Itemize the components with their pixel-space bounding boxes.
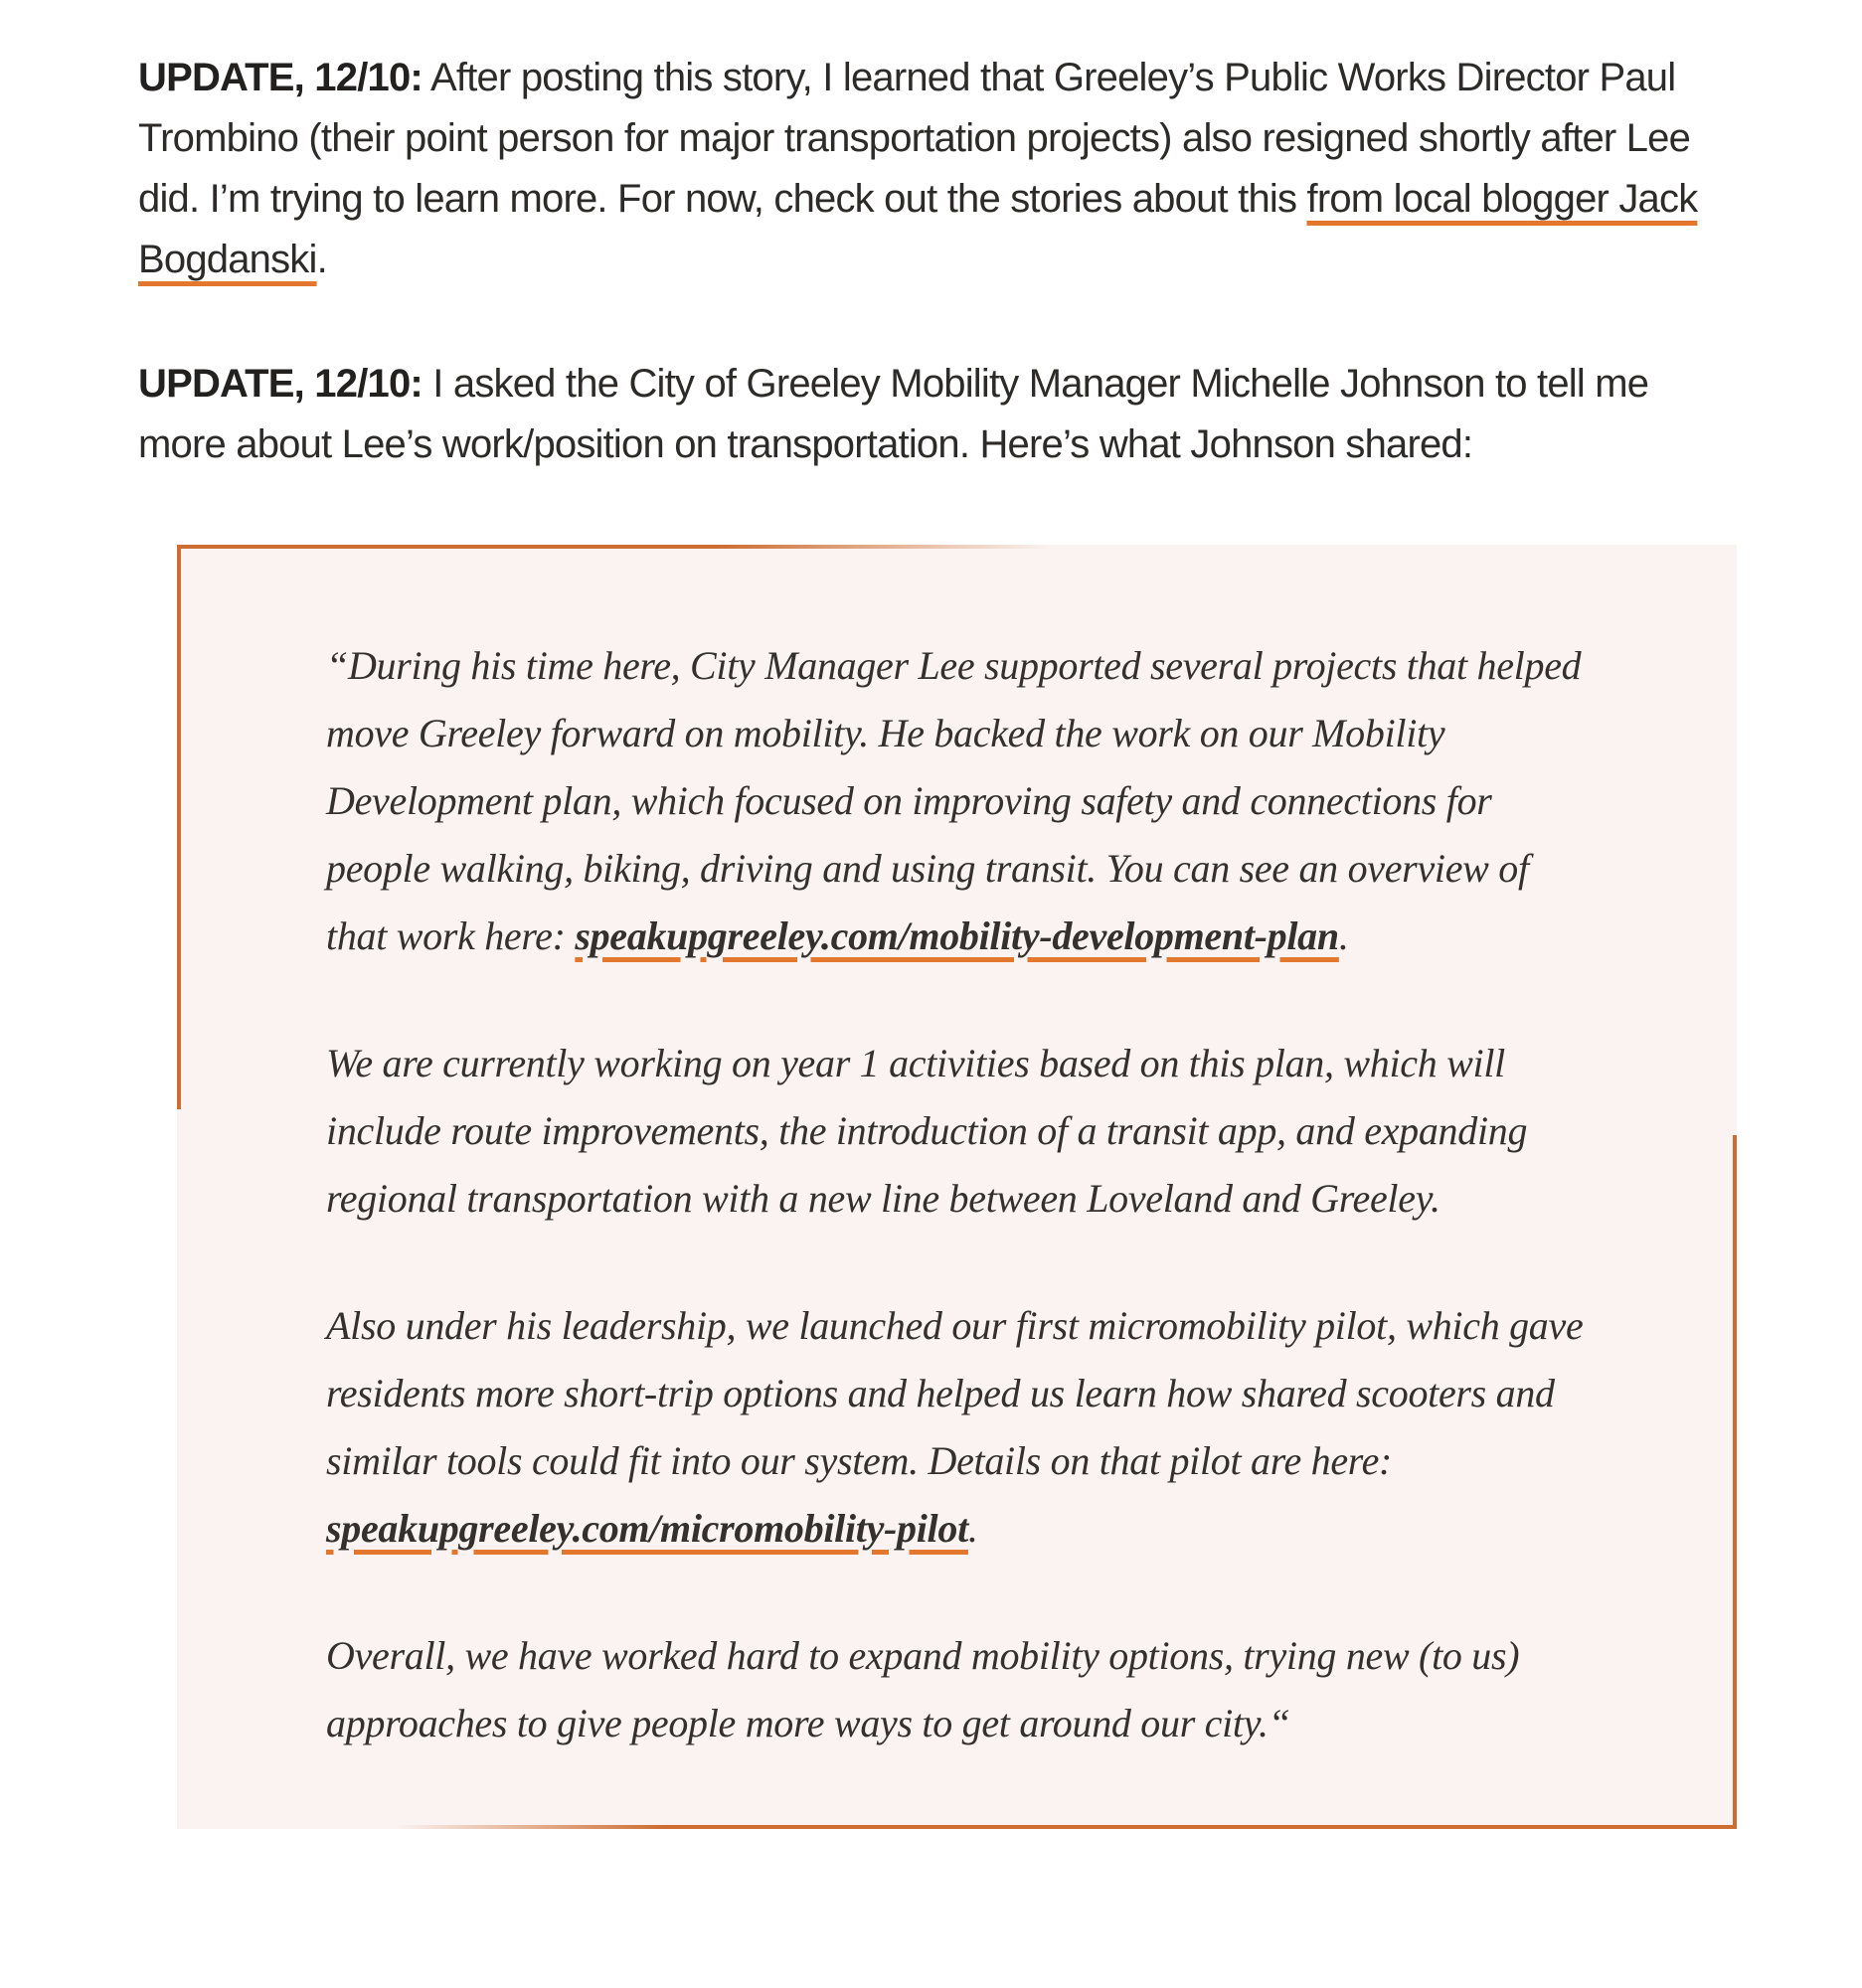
quote-text (326, 632, 1588, 1757)
quote-border-left (177, 545, 181, 1109)
quote-2-text: We are currently working on year 1 activities based on this plan, which will include route improvements, the introduction of a transit app, and expanding regional transportation with a new line between Loveland and Greeley. (326, 1041, 1528, 1221)
quote-paragraph-4 (326, 1622, 1588, 1757)
quote-border-top (177, 545, 1051, 549)
update-1-text: After posting this story, I learned that Greeley’s Public Works Director Paul Trombino (their point person for major transportation projects) also resigned shortly after Lee did. I’m trying to learn more. For now, check out the stories about this (138, 56, 1691, 221)
quote-paragraph-2 (326, 1030, 1588, 1233)
quote-border-bottom (396, 1825, 1737, 1829)
quote-1-text: “During his time here, City Manager Lee supported several projects that helped move Greeley forward on mobility. He backed the work on our Mobility Development plan, which focused on improving safety and connections for people walking, biking, driving and using transit. You can see an overview of that work here: (326, 643, 1582, 958)
quote-4-text: Overall, we have worked hard to expand mobility options, trying new (to us) approaches to give people more ways to get around our city.“ (326, 1633, 1520, 1745)
update-2-text: I asked the City of Greeley Mobility Manager Michelle Johnson to tell me more about Lee’s work/position on transportation. Here’s what Johnson shared: (138, 362, 1649, 466)
update-paragraph-2 (138, 354, 1729, 475)
quote-paragraph-1 (326, 632, 1588, 970)
quote-border-right (1733, 1135, 1737, 1829)
quote-1-period: . (1338, 913, 1349, 958)
update-2-label: UPDATE, 12/10: (138, 362, 423, 406)
update-1-period: . (316, 238, 327, 281)
quote-3-period: . (967, 1506, 978, 1551)
quote-paragraph-3 (326, 1292, 1588, 1563)
update-paragraph-1 (138, 48, 1729, 290)
jack-bogdanski-link[interactable]: from local blogger Jack Bogdanski (138, 177, 1698, 281)
quote-3-text: Also under his leadership, we launched our first micromobility pilot, which gave residents more short-trip options and helped us learn how shared scooters and similar tools could fit into our system. Details on that pilot are here: (326, 1303, 1584, 1483)
pull-quote-box (177, 545, 1737, 1829)
mobility-development-plan-link[interactable]: speakupgreeley.com/mobility-development-plan (575, 913, 1339, 958)
micromobility-pilot-link[interactable]: speakupgreeley.com/micromobility-pilot (326, 1506, 968, 1551)
update-1-label: UPDATE, 12/10: (138, 56, 423, 99)
